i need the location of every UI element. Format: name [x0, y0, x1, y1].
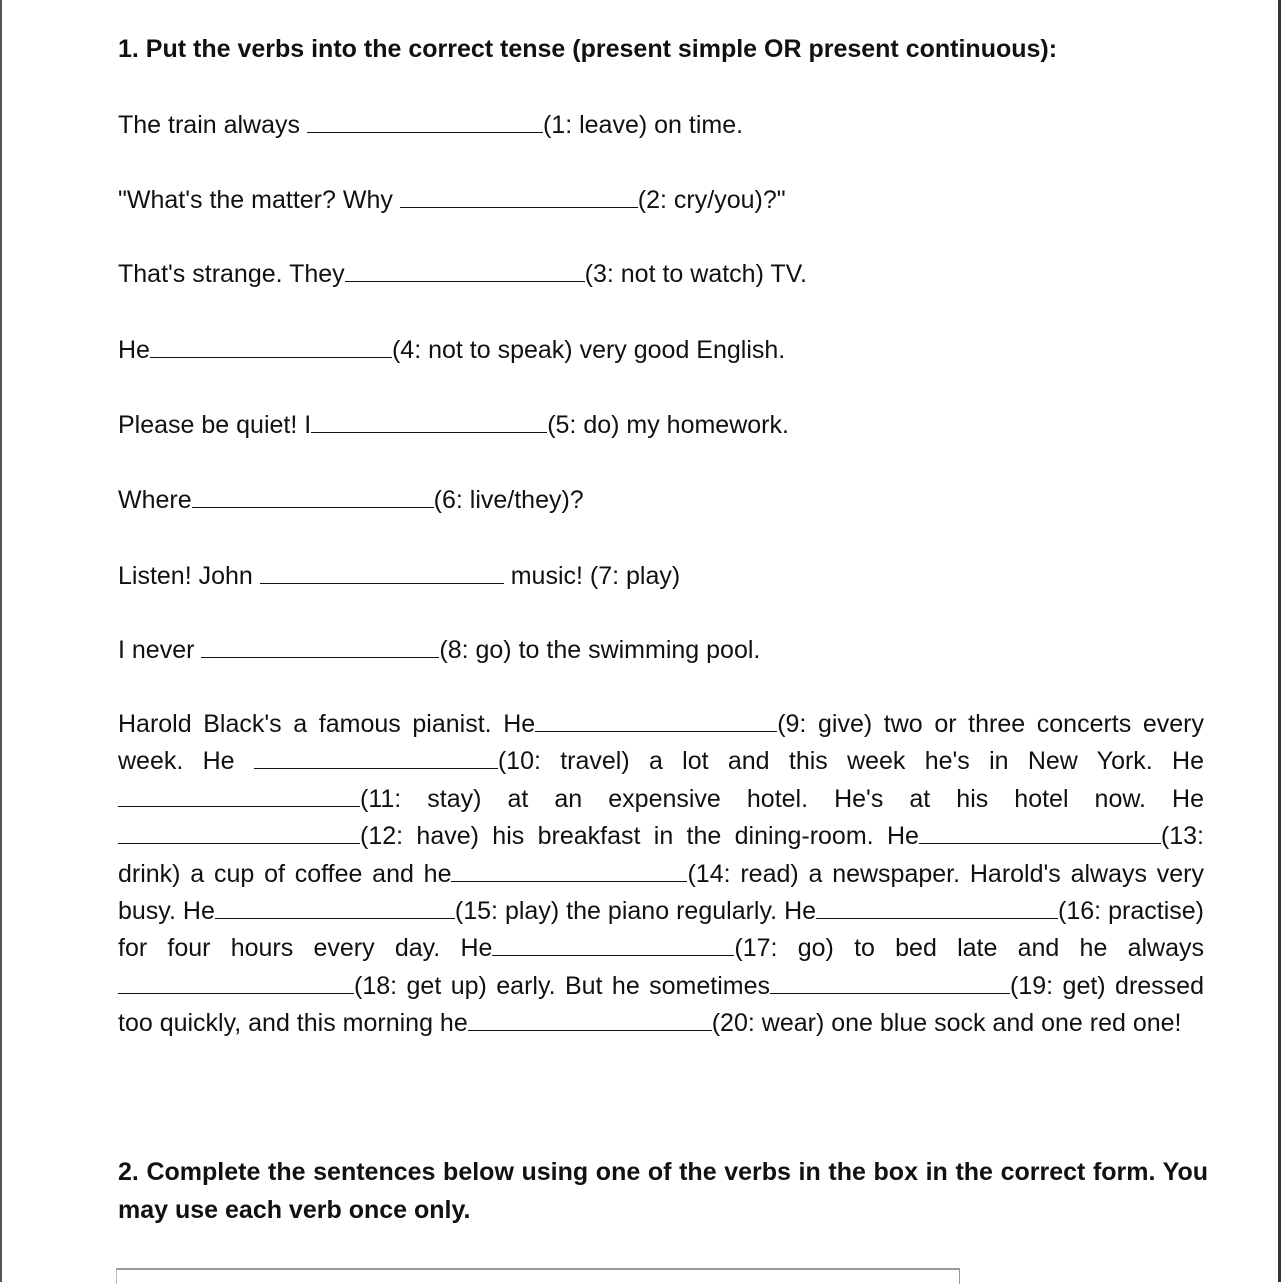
answer-blank-17[interactable]	[492, 935, 734, 956]
sentence-text: (2: cry/you)?"	[637, 186, 786, 214]
answer-blank-16[interactable]	[816, 898, 1058, 919]
paragraph-text: (10: travel) a lot and this week he's in New York. He	[497, 747, 1204, 776]
sentence-text: music! (7: play)	[503, 562, 681, 590]
sentence-7	[118, 561, 680, 591]
paragraph-text: (20: wear) one blue sock and one red one!	[711, 1009, 1182, 1038]
paragraph-text: (18: get up) early. But he sometimes	[354, 971, 771, 1000]
sentence-text: Listen! John	[118, 562, 260, 590]
paragraph-text: Harold Black's a famous pianist. He	[118, 710, 536, 738]
paragraph-text: (19: get) dressed too quickly, and this morning he	[118, 971, 1204, 1038]
paragraph-text: (12: have) his breakfast in the dining-room. He	[360, 822, 919, 851]
answer-blank-10[interactable]	[254, 748, 498, 769]
sentence-text: The train always	[118, 111, 307, 139]
sentence-5	[118, 410, 789, 440]
answer-blank-4[interactable]	[150, 335, 392, 358]
sentence-text: That's strange. They	[118, 260, 345, 288]
sentence-text: (8: go) to the swimming pool.	[439, 636, 761, 664]
harold-paragraph	[118, 706, 1204, 1043]
sentence-8	[118, 635, 760, 665]
answer-blank-11[interactable]	[118, 786, 360, 807]
sentence-text: (1: leave) on time.	[542, 111, 744, 139]
sentence-4	[118, 335, 785, 365]
answer-blank-5[interactable]	[311, 410, 547, 433]
section1-heading: 1. Put the verbs into the correct tense (present simple OR present continuous):	[118, 35, 1058, 63]
sentence-text: I never	[118, 636, 202, 664]
page-edge-left	[0, 0, 2, 1282]
sentence-3	[118, 259, 807, 289]
answer-blank-6[interactable]	[192, 485, 434, 508]
paragraph-text: (13: drink) a cup of coffee and he	[118, 822, 1204, 888]
paragraph-text: (15: play) the piano regularly. He	[454, 897, 817, 926]
paragraph-text: (16: practise) for four hours every day. He	[118, 897, 1204, 963]
sentence-1	[118, 110, 743, 140]
sentence-text: (5: do) my homework.	[547, 411, 789, 439]
sentence-text: "What's the matter? Why	[118, 186, 400, 214]
answer-blank-9[interactable]	[535, 711, 777, 732]
answer-blank-20[interactable]	[468, 1010, 712, 1031]
sentence-6	[118, 485, 584, 515]
answer-blank-12[interactable]	[118, 823, 360, 844]
sentence-2	[118, 185, 786, 215]
answer-blank-7[interactable]	[260, 561, 504, 584]
answer-blank-18[interactable]	[118, 973, 354, 994]
answer-blank-15[interactable]	[215, 898, 455, 919]
paragraph-text: (14: read) a newspaper. Harold's always very busy. He	[118, 859, 1204, 926]
answer-blank-3[interactable]	[345, 259, 585, 282]
paragraph-text: (9: give) two or three concerts every week. He	[118, 710, 1204, 776]
answer-blank-19[interactable]	[770, 973, 1010, 994]
sentence-text: Please be quiet! I	[118, 411, 312, 439]
answer-blank-8[interactable]	[201, 635, 439, 658]
answer-blank-2[interactable]	[400, 185, 638, 208]
sentence-text: (3: not to watch) TV.	[584, 260, 807, 288]
paragraph-text: (17: go) to bed late and he always	[734, 934, 1204, 963]
answer-blank-13[interactable]	[919, 823, 1161, 844]
sentence-text: Where	[118, 486, 192, 514]
paragraph-text: (11: stay) at an expensive hotel. He's at his hotel now. He	[360, 784, 1204, 813]
sentence-text: (6: live/they)?	[433, 486, 584, 514]
answer-blank-1[interactable]	[307, 110, 543, 133]
sentence-text: (4: not to speak) very good English.	[391, 336, 786, 364]
sentence-text: He	[118, 336, 150, 364]
answer-blank-14[interactable]	[451, 861, 687, 882]
section2-heading: 2. Complete the sentences below using one of the verbs in the box in the correct form. You may use each verb once only.	[118, 1158, 1208, 1224]
